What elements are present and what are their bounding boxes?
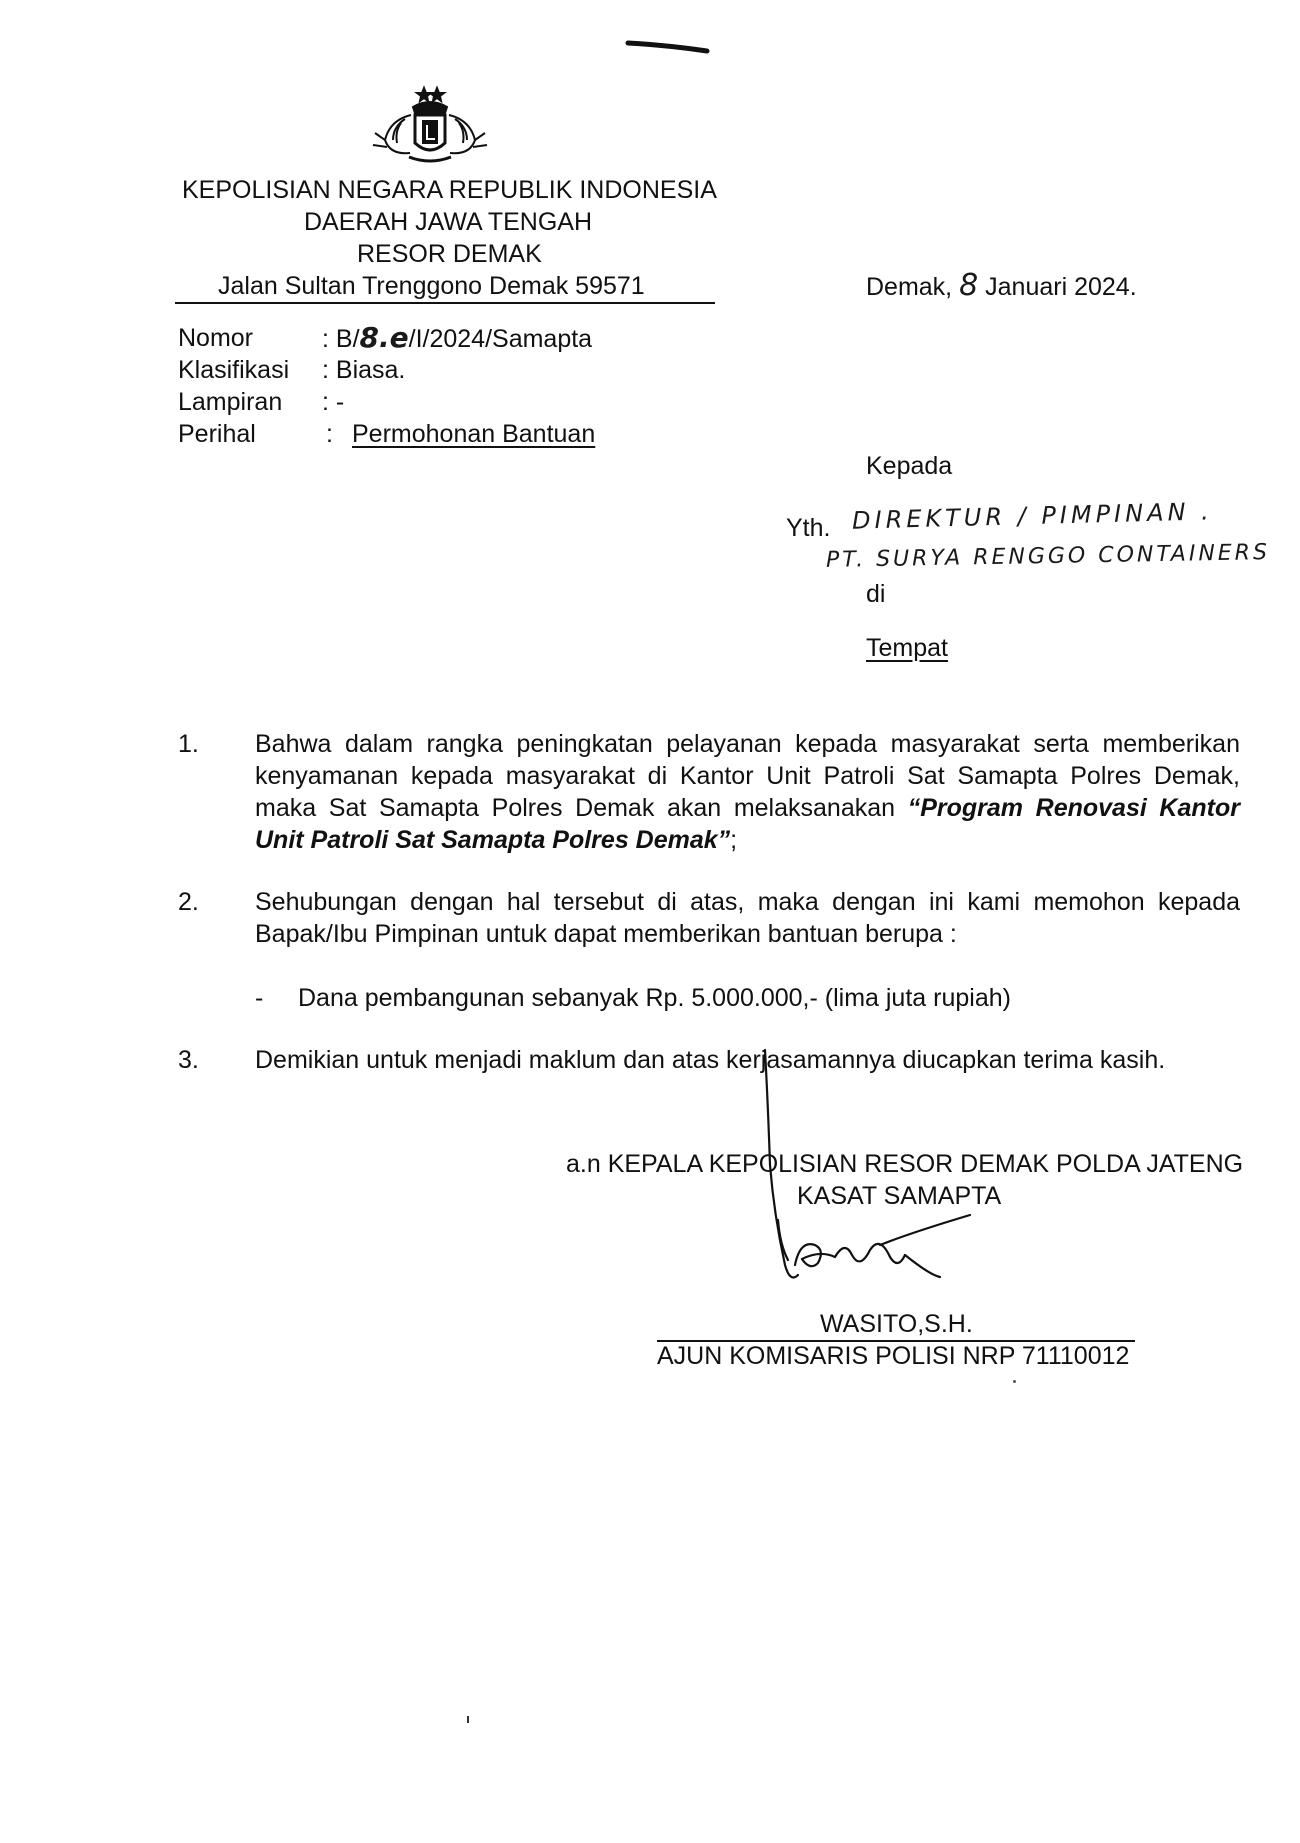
paragraph-3-number: 3.: [178, 1046, 199, 1074]
nomor-label: Nomor: [178, 324, 254, 352]
letter-date: [866, 270, 1137, 303]
paragraph-2-number: 2.: [178, 888, 199, 916]
tempat-label: Tempat: [866, 634, 948, 662]
recipient-handwritten-line1: DIREKTUR / PIMPINAN .: [851, 497, 1214, 535]
date-handwritten-day: 8: [959, 268, 979, 303]
klasifikasi-label: Klasifikasi: [178, 356, 290, 384]
klasifikasi-value: : Biasa.: [322, 356, 406, 384]
handwritten-signature: [740, 1045, 1040, 1305]
nomor-suffix: /I/2024/Samapta: [408, 325, 593, 353]
lampiran-value: : -: [322, 388, 345, 416]
perihal-value: Permohonan Bantuan: [352, 420, 596, 448]
nomor-handwritten: 8.e: [359, 321, 409, 354]
paragraph-1: [255, 728, 1240, 856]
header-region: DAERAH JAWA TENGAH: [304, 208, 593, 236]
di-label: di: [866, 580, 886, 608]
paragraph-1-text: Bahwa dalam rangka peningkatan pelayanan kepada masyarakat serta memberikan kenyamanan kepada masyarakat di Kantor Unit Patroli Sat Samapta Polres Demak, maka Sat Samapta Polres Demak akan melaksanakan: [255, 730, 1240, 822]
perihal-colon: :: [326, 420, 333, 448]
bullet-dash: -: [255, 984, 264, 1012]
kepada-label: Kepada: [866, 452, 953, 480]
yth-label: Yth.: [786, 514, 831, 542]
header-address: Jalan Sultan Trenggono Demak 59571: [218, 272, 645, 300]
header-resor: RESOR DEMAK: [357, 240, 542, 268]
police-emblem-icon: [365, 85, 495, 170]
scan-speck: [467, 1716, 469, 1723]
header-agency: KEPOLISIAN NEGARA REPUBLIK INDONESIA: [182, 176, 717, 204]
signatory-name: WASITO,S.H.: [820, 1310, 973, 1338]
date-prefix: Demak,: [866, 273, 953, 301]
signature-position: KASAT SAMAPTA: [797, 1182, 1002, 1210]
lampiran-label: Lampiran: [178, 388, 283, 416]
paragraph-3: Demikian untuk menjadi maklum dan atas kerjasamannya diucapkan terima kasih.: [255, 1046, 1166, 1074]
paragraph-1-tail: ;: [730, 826, 738, 854]
paragraph-2: Sehubungan dengan hal tersebut di atas, maka dengan ini kami memohon kepada Bapak/Ibu Pimpinan untuk dapat memberikan bantuan berupa :: [255, 888, 1240, 948]
date-suffix: Januari 2024.: [985, 273, 1137, 301]
bullet-text: Dana pembangunan sebanyak Rp. 5.000.000,- (lima juta rupiah): [298, 984, 1011, 1012]
paragraph-1-number: 1.: [178, 730, 199, 758]
recipient-handwritten-line2: PT. SURYA RENGGO CONTAINERS: [825, 540, 1271, 573]
nomor-prefix: : B/: [322, 325, 360, 353]
scan-mark: [625, 35, 710, 55]
nomor-value: [322, 322, 592, 355]
scan-speck: [1013, 1380, 1016, 1383]
program-title: “Program Renovasi Kantor Unit Patroli Sat Samapta Polres Demak”: [255, 794, 1240, 854]
header-rule: [175, 302, 715, 304]
signature-title: a.n KEPALA KEPOLISIAN RESOR DEMAK POLDA JATENG: [566, 1150, 1244, 1178]
perihal-label: Perihal: [178, 420, 256, 448]
signatory-rank: AJUN KOMISARIS POLISI NRP 71110012: [657, 1342, 1130, 1370]
